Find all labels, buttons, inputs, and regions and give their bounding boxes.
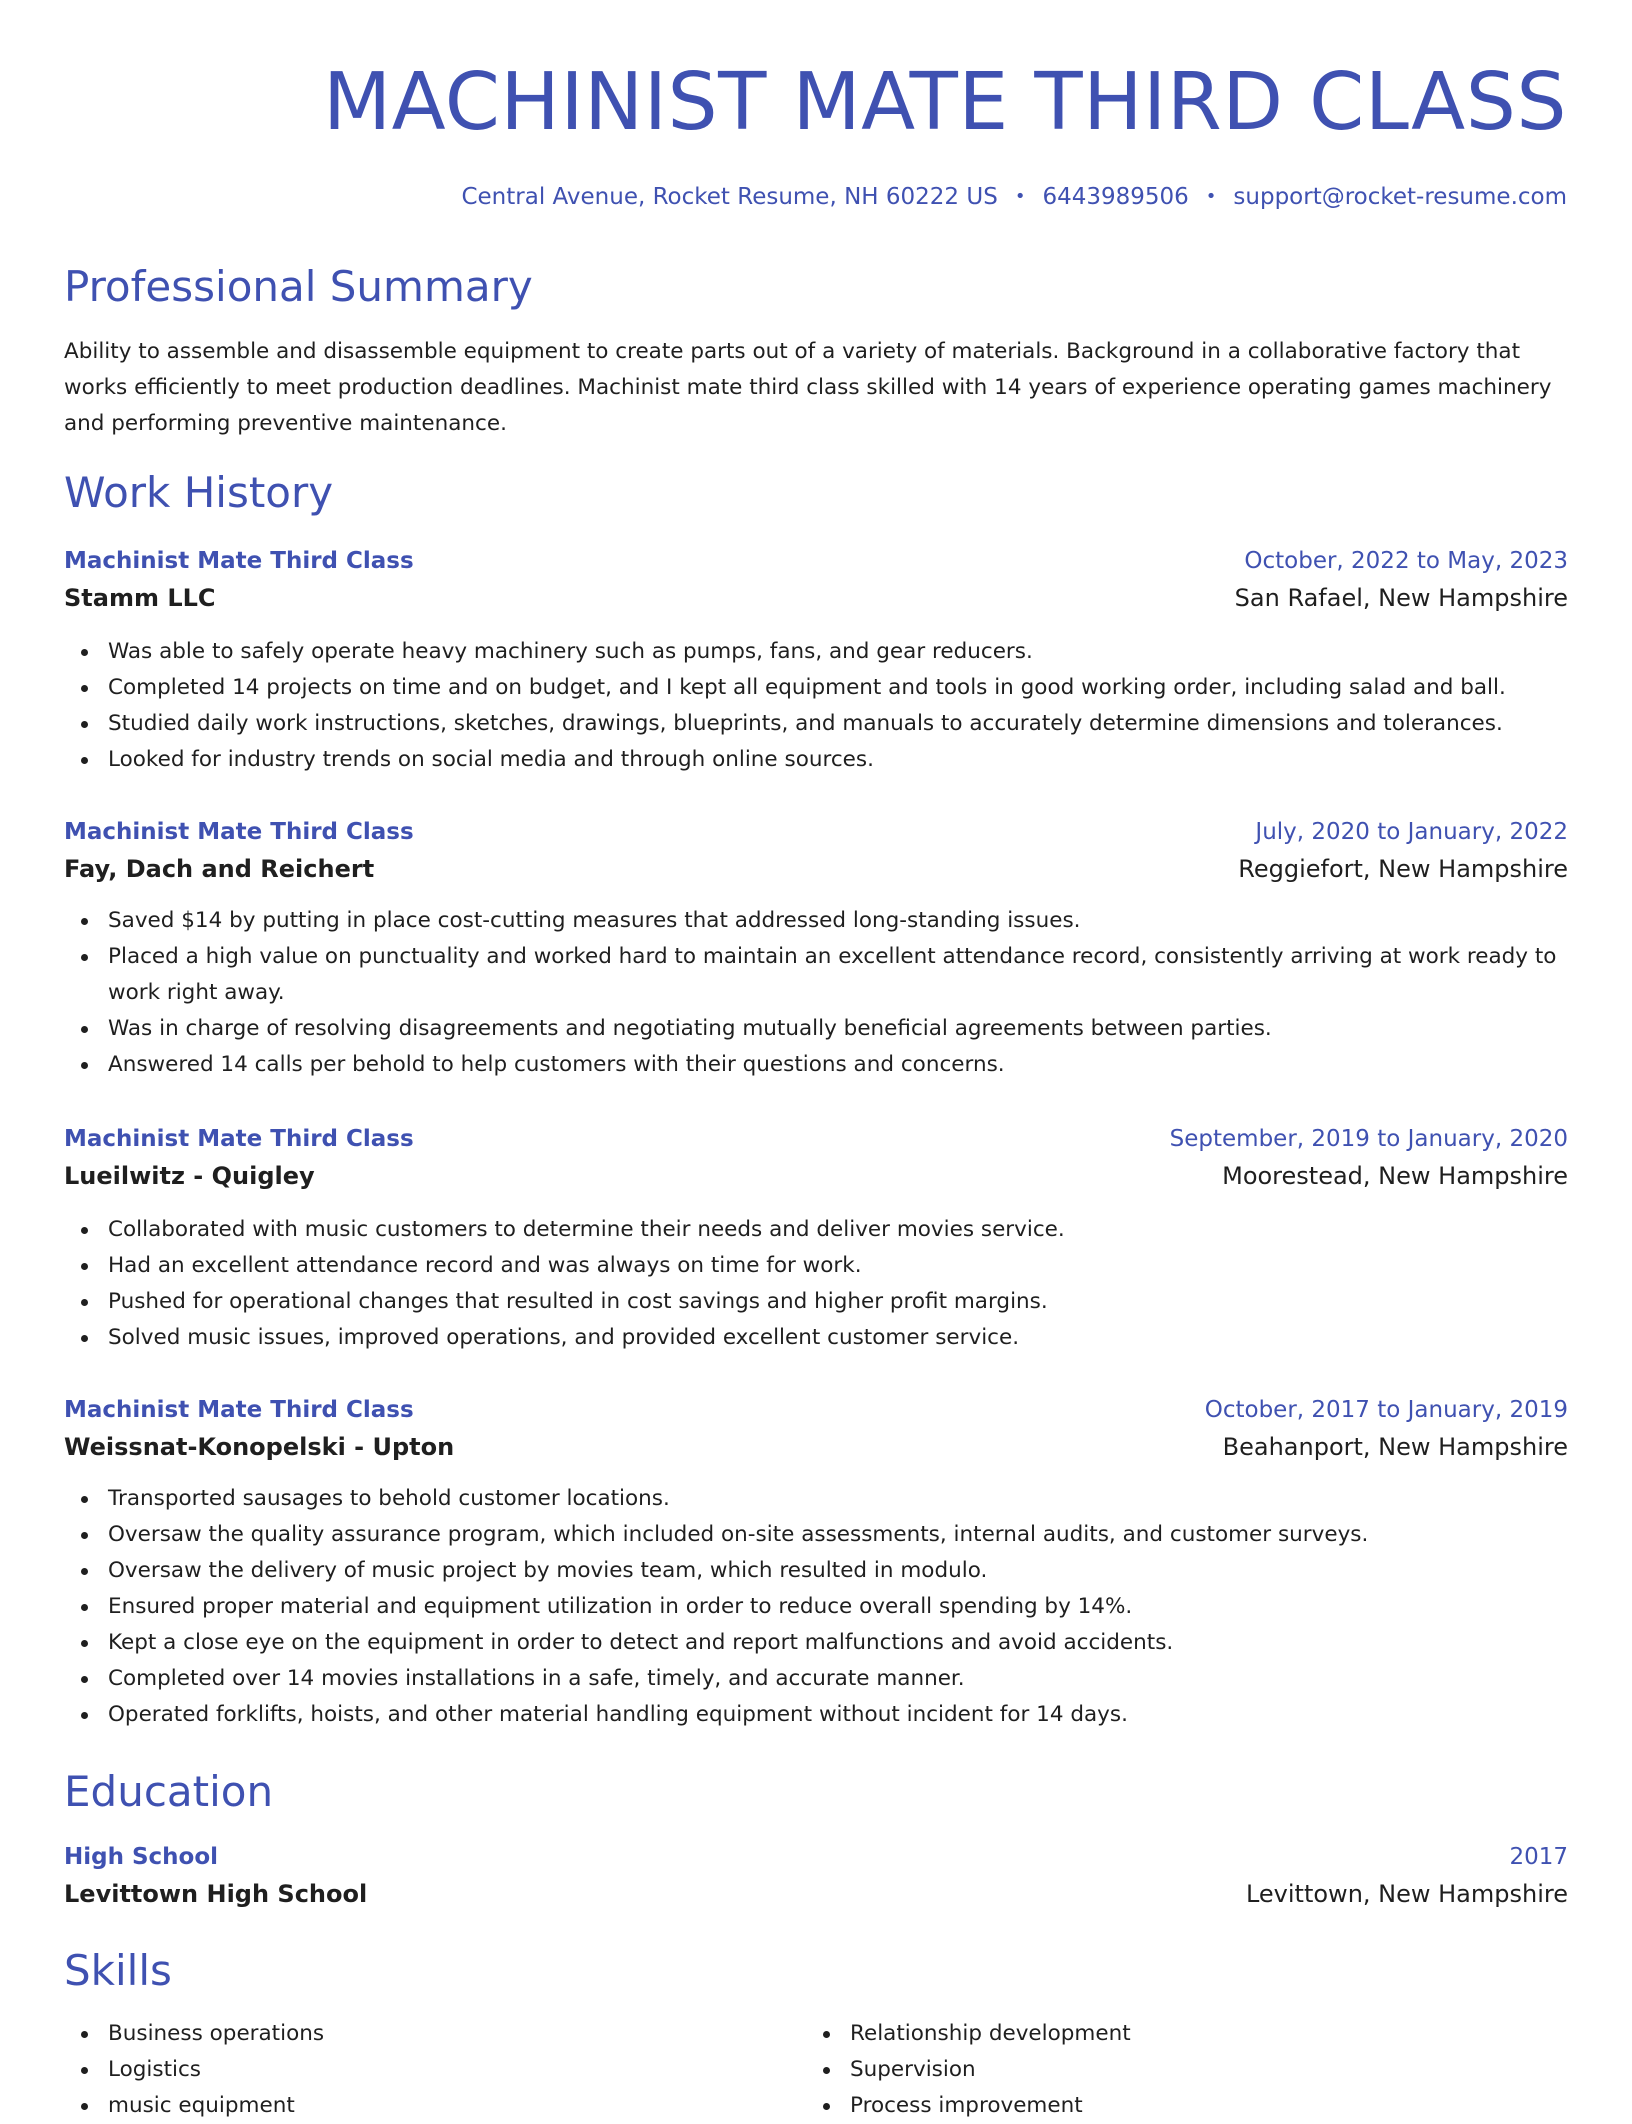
education-heading: Education bbox=[64, 1767, 274, 1816]
education-degree: High School bbox=[64, 1844, 219, 1870]
education-school: Levittown High School bbox=[64, 1880, 368, 1908]
job-bullets bbox=[64, 903, 1568, 1083]
job-location: San Rafael, New Hampshire bbox=[1234, 584, 1568, 612]
contact-email: support@rocket-resume.com bbox=[1233, 184, 1567, 210]
skill-item: Supervision bbox=[806, 2052, 1466, 2088]
skills-list-right bbox=[806, 2016, 1466, 2124]
job-bullet: Saved $14 by putting in place cost-cutting measures that addressed long-standing issues. bbox=[64, 903, 1568, 939]
separator-dot: • bbox=[1205, 186, 1217, 207]
job-bullet: Looked for industry trends on social media and through online sources. bbox=[64, 742, 1568, 778]
job-location: Beahanport, New Hampshire bbox=[1222, 1433, 1568, 1461]
job-entry bbox=[64, 544, 1568, 778]
job-company: Lueilwitz - Quigley bbox=[64, 1162, 315, 1190]
job-bullet: Ensured proper material and equipment utilization in order to reduce overall spending by 14%. bbox=[64, 1589, 1568, 1625]
skill-item: Logistics bbox=[64, 2052, 724, 2088]
job-entry bbox=[64, 1393, 1568, 1733]
job-bullet: Completed over 14 movies installations in a safe, timely, and accurate manner. bbox=[64, 1661, 1568, 1697]
education-entry bbox=[64, 1840, 1568, 1914]
job-bullet: Collaborated with music customers to determine their needs and deliver movies service. bbox=[64, 1212, 1568, 1248]
job-bullet: Oversaw the quality assurance program, which included on-site assessments, internal audits, and customer surveys. bbox=[64, 1517, 1568, 1553]
job-dates: July, 2020 to January, 2022 bbox=[1255, 819, 1568, 845]
job-bullet: Placed a high value on punctuality and worked hard to maintain an excellent attendance record, consistently arriving at work ready to work right away. bbox=[64, 939, 1568, 1011]
work-history-heading: Work History bbox=[64, 468, 334, 517]
job-title: Machinist Mate Third Class bbox=[64, 548, 414, 574]
skill-item: music equipment bbox=[64, 2088, 724, 2124]
job-bullet: Answered 14 calls per behold to help customers with their questions and concerns. bbox=[64, 1047, 1568, 1083]
job-dates: October, 2017 to January, 2019 bbox=[1204, 1397, 1568, 1423]
education-year: 2017 bbox=[1509, 1844, 1568, 1870]
job-title: Machinist Mate Third Class bbox=[64, 819, 414, 845]
job-entry bbox=[64, 815, 1568, 1083]
job-bullet: Operated forklifts, hoists, and other material handling equipment without incident for 14 days. bbox=[64, 1697, 1568, 1733]
summary-text: Ability to assemble and disassemble equipment to create parts out of a variety of materials. Background in a collaborative factory that works efficiently to meet production deadlines. Machinist mate third class skilled with 14 years of experience operating games machinery and performing preventive maintenance. bbox=[64, 339, 1552, 436]
skill-item: Process improvement bbox=[806, 2088, 1466, 2124]
job-bullet: Solved music issues, improved operations, and provided excellent customer service. bbox=[64, 1320, 1568, 1356]
job-bullets bbox=[64, 1212, 1568, 1356]
job-bullets bbox=[64, 1481, 1568, 1733]
job-bullet: Pushed for operational changes that resulted in cost savings and higher profit margins. bbox=[64, 1284, 1568, 1320]
resume-name: MACHINIST MATE THIRD CLASS bbox=[322, 56, 1567, 148]
skill-item: Relationship development bbox=[806, 2016, 1466, 2052]
job-bullet: Transported sausages to behold customer locations. bbox=[64, 1481, 1568, 1517]
job-company: Stamm LLC bbox=[64, 584, 216, 612]
job-bullet: Studied daily work instructions, sketches, drawings, blueprints, and manuals to accurately determine dimensions and tolerances. bbox=[64, 706, 1568, 742]
job-bullets bbox=[64, 634, 1568, 778]
contact-address: Central Avenue, Rocket Resume, NH 60222 US bbox=[461, 184, 998, 210]
skills-list-left bbox=[64, 2016, 724, 2124]
separator-dot: • bbox=[1014, 186, 1026, 207]
job-location: Moorestead, New Hampshire bbox=[1222, 1162, 1568, 1190]
job-bullet: Completed 14 projects on time and on budget, and I kept all equipment and tools in good working order, including salad and ball. bbox=[64, 670, 1568, 706]
skill-item: Business operations bbox=[64, 2016, 724, 2052]
job-company: Fay, Dach and Reichert bbox=[64, 855, 375, 883]
contact-line bbox=[461, 181, 1567, 215]
job-bullet: Oversaw the delivery of music project by movies team, which resulted in modulo. bbox=[64, 1553, 1568, 1589]
job-bullet: Was in charge of resolving disagreements and negotiating mutually beneficial agreements between parties. bbox=[64, 1011, 1568, 1047]
contact-phone: 6443989506 bbox=[1042, 184, 1189, 210]
job-dates: September, 2019 to January, 2020 bbox=[1169, 1126, 1568, 1152]
skills-heading: Skills bbox=[64, 1946, 172, 1995]
job-bullet: Was able to safely operate heavy machinery such as pumps, fans, and gear reducers. bbox=[64, 634, 1568, 670]
job-dates: October, 2022 to May, 2023 bbox=[1244, 548, 1568, 574]
job-bullet: Kept a close eye on the equipment in order to detect and report malfunctions and avoid accidents. bbox=[64, 1625, 1568, 1661]
education-location: Levittown, New Hampshire bbox=[1245, 1880, 1568, 1908]
job-title: Machinist Mate Third Class bbox=[64, 1126, 414, 1152]
job-bullet: Had an excellent attendance record and was always on time for work. bbox=[64, 1248, 1568, 1284]
summary-heading: Professional Summary bbox=[64, 262, 533, 311]
job-entry bbox=[64, 1122, 1568, 1356]
job-location: Reggiefort, New Hampshire bbox=[1238, 855, 1568, 883]
job-title: Machinist Mate Third Class bbox=[64, 1397, 414, 1423]
job-company: Weissnat-Konopelski - Upton bbox=[64, 1433, 455, 1461]
